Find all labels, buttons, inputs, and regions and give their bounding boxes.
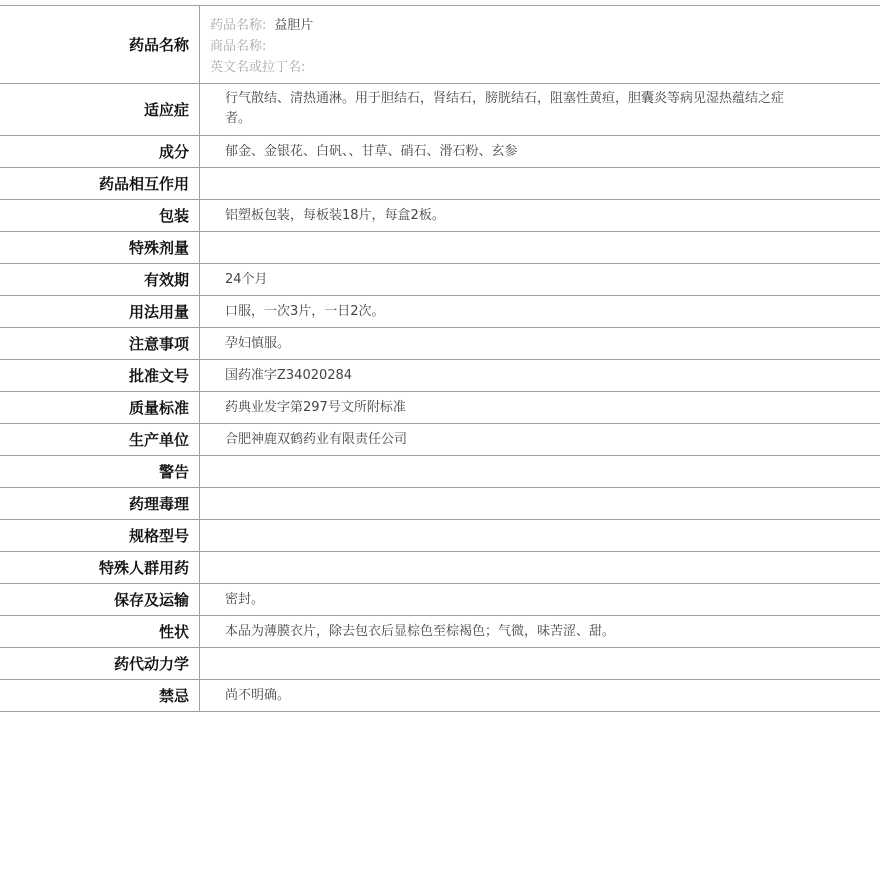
row-value: [200, 456, 880, 487]
table-row: [0, 424, 880, 456]
latin-name-key: 英文名或拉丁名:: [210, 60, 306, 75]
row-label: 规格型号: [0, 520, 200, 551]
row-value: [200, 648, 880, 679]
row-label: 生产单位: [0, 424, 200, 455]
row-value: 尚不明确。: [225, 687, 291, 703]
info-rows: [0, 84, 880, 712]
table-row: [0, 520, 880, 552]
row-label: 特殊人群用药: [0, 552, 200, 583]
row-label: 注意事项: [0, 328, 200, 359]
row-value: 密封。: [225, 591, 265, 607]
row-value: 合肥神鹿双鹤药业有限责任公司: [225, 431, 408, 447]
row-label: 批准文号: [0, 360, 200, 391]
row-value: 24个月: [225, 271, 268, 287]
generic-name-key: 药品名称:: [210, 18, 267, 33]
drug-info-table: [0, 5, 880, 712]
generic-name-line: [210, 15, 313, 36]
row-label: 性状: [0, 616, 200, 647]
row-label: 保存及运输: [0, 584, 200, 615]
row-label: 有效期: [0, 264, 200, 295]
table-row: [0, 136, 880, 168]
row-value: 郁金、金银花、白矾、、甘草、硝石、滑石粉、玄参: [225, 143, 518, 159]
row-value: [200, 520, 880, 551]
trade-name-key: 商品名称:: [210, 39, 267, 54]
row-value: 药典业发字第297号文所附标准: [225, 399, 406, 415]
row-value: [200, 168, 880, 199]
table-row: [0, 296, 880, 328]
row-label: 药品相互作用: [0, 168, 200, 199]
row-label: 药品名称: [0, 6, 200, 83]
row-label: 药理毒理: [0, 488, 200, 519]
row-value: 国药准字Z34020284: [225, 367, 353, 383]
table-row: [0, 232, 880, 264]
table-row: [0, 84, 880, 136]
table-row: [0, 552, 880, 584]
row-label: 特殊剂量: [0, 232, 200, 263]
row-value: 本品为薄膜衣片，除去包衣后显棕色至棕褐色；气微，味苦涩、甜。: [225, 623, 616, 639]
table-row: [0, 680, 880, 712]
drug-name-block: [200, 6, 313, 83]
row-label: 警告: [0, 456, 200, 487]
row-value: 铝塑板包装，每板装18片，每盒2板。: [225, 207, 445, 223]
table-row: [0, 264, 880, 296]
row-label: 包装: [0, 200, 200, 231]
row-label: 质量标准: [0, 392, 200, 423]
row-value: [200, 488, 880, 519]
trade-name-line: [210, 36, 313, 57]
table-row: [0, 648, 880, 680]
table-row: [0, 328, 880, 360]
row-value: [200, 552, 880, 583]
table-row: [0, 584, 880, 616]
latin-name-line: [210, 57, 313, 78]
row-label: 适应症: [0, 84, 200, 135]
table-row: [0, 488, 880, 520]
row-label: 禁忌: [0, 680, 200, 711]
table-row: [0, 456, 880, 488]
table-row: [0, 392, 880, 424]
table-row: [0, 360, 880, 392]
generic-name-value: 益胆片: [274, 18, 314, 33]
row-label: 用法用量: [0, 296, 200, 327]
row-value: 行气散结、清热通淋。用于胆结石，肾结石，膀胱结石，阻塞性黄疸，胆囊炎等病见湿热蕴结之症者。: [225, 91, 785, 126]
table-row: [0, 168, 880, 200]
row-label: 成分: [0, 136, 200, 167]
row-label: 药代动力学: [0, 648, 200, 679]
table-row: [0, 616, 880, 648]
row-value: [200, 232, 880, 263]
table-row: [0, 200, 880, 232]
drug-name-row: [0, 6, 880, 84]
row-value: 口服，一次3片，一日2次。: [225, 303, 385, 319]
row-value: 孕妇慎服。: [225, 335, 291, 351]
